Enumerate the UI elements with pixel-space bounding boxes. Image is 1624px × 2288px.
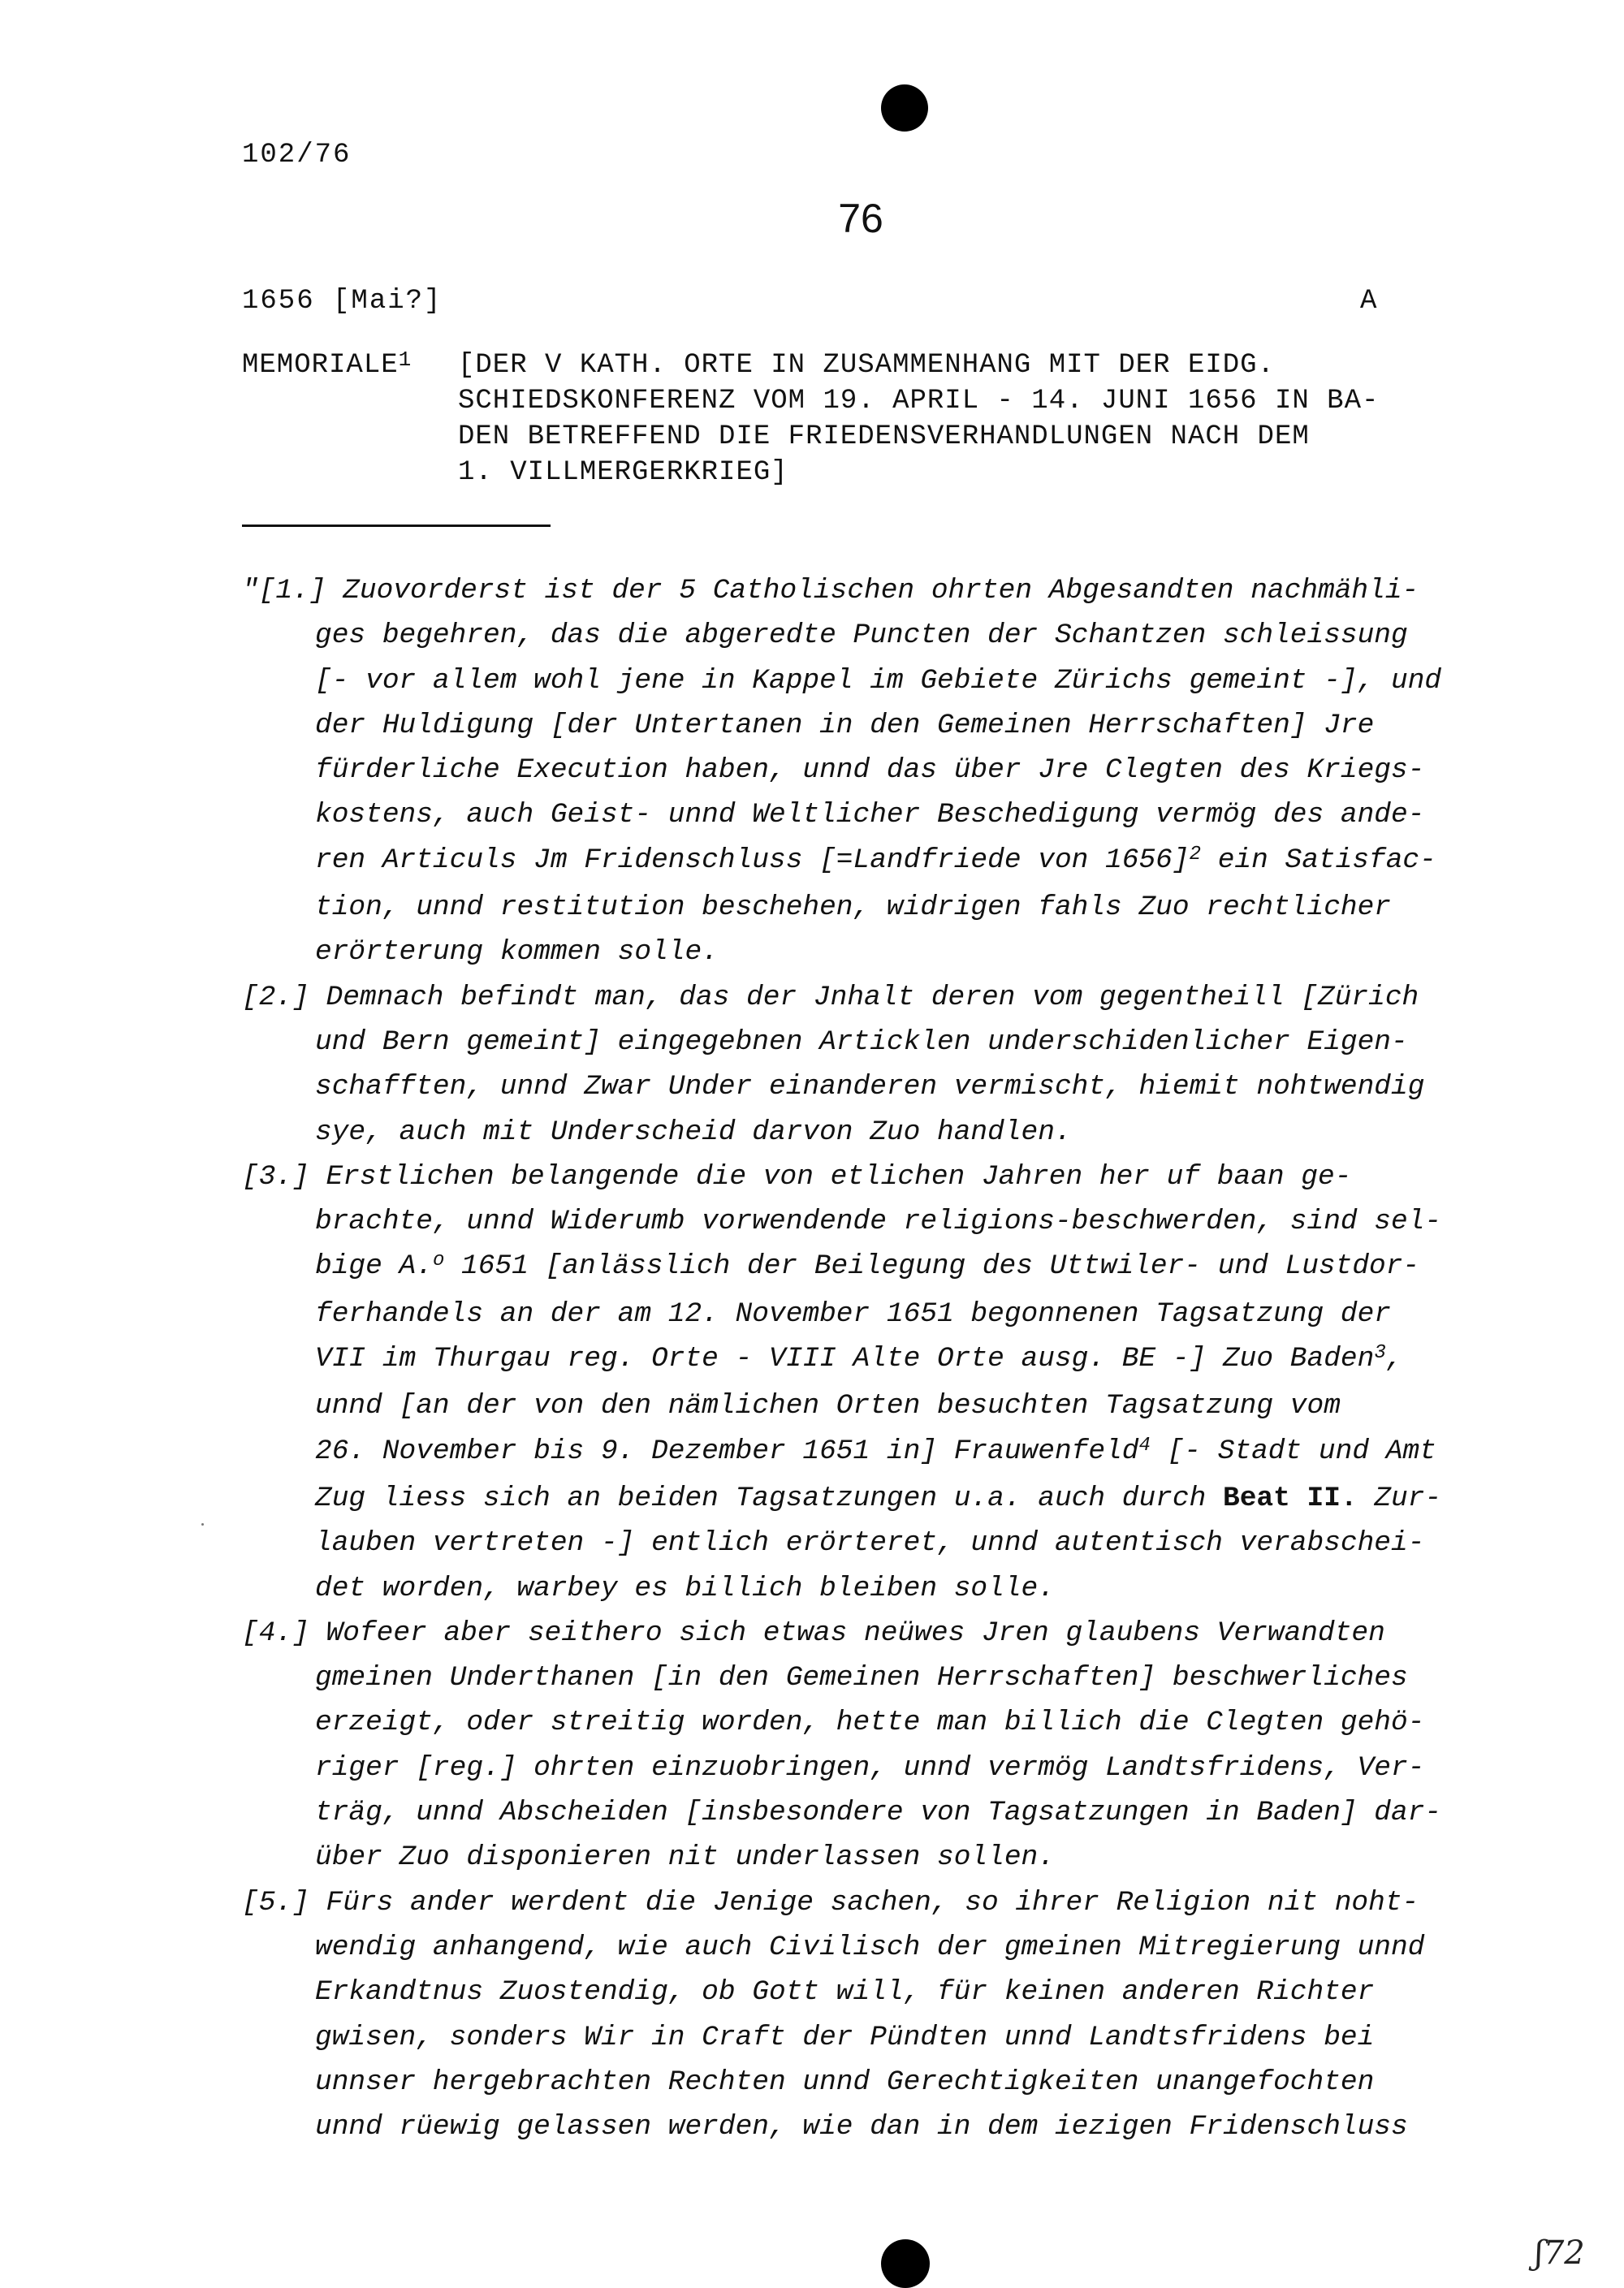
text-line: unnd [an der von den nämlichen Orten besuchten Tagsatzung vom	[315, 1390, 1341, 1422]
document-number: 76	[838, 196, 883, 241]
text-line: bige A.$^o$ 1651 [anlässlich der Beilegung des Uttwiler- und Lustdor-	[315, 1250, 1420, 1283]
text-line: [4.] Wofeer aber seithero sich etwas neüwes Jren glaubens Verwandten	[242, 1617, 1385, 1649]
text-line: erzeigt, oder streitig worden, hette man billich die Clegten gehö-	[315, 1707, 1425, 1739]
bold-name: Beat II.	[1222, 1482, 1358, 1514]
heading-line: 1. VILLMERGERKRIEG]	[458, 457, 788, 488]
text-line: der Huldigung [der Untertanen in den Gemeinen Herrschaften] Jre	[315, 709, 1375, 741]
text-line: kostens, auch Geist- unnd Weltlicher Beschedigung vermög des ande-	[315, 799, 1425, 831]
scan-speck	[201, 1523, 204, 1526]
text-line: unnd rüewig gelassen werden, wie dan in dem iezigen Fridenschluss	[315, 2111, 1408, 2143]
paragraph-3	[242, 1155, 1492, 1611]
text-line: [3.] Erstlichen belangende die von etlichen Jahren her uf baan ge-	[242, 1160, 1352, 1193]
text-line: tion, unnd restitution beschehen, widrigen fahls Zuo rechtlicher	[315, 891, 1392, 924]
text-line: erörterung kommen solle.	[315, 936, 719, 969]
text-line: schafften, unnd Zwar Under einanderen vermischt, hiemit nohtwendig	[315, 1071, 1425, 1103]
document-date: 1656 [Mai?]	[242, 286, 443, 317]
text-line: [2.] Demnach befindt man, das der Jnhalt deren vom gegentheill [Zürich	[242, 981, 1419, 1013]
text-line: 26. November bis 9. Dezember 1651 in] Frauwenfeld$^4$ [- Stadt und Amt	[315, 1434, 1436, 1467]
paragraph-2	[242, 975, 1492, 1155]
text-line: riger [reg.] ohrten einzuobringen, unnd vermög Landtsfridens, Ver-	[315, 1751, 1425, 1784]
heading-line: [DER V KATH. ORTE IN ZUSAMMENHANG MIT DER EIDG.	[458, 350, 1275, 381]
heading-text	[458, 348, 1481, 490]
footnote-marker: 1	[398, 348, 412, 372]
footnote-marker: 4	[1138, 1434, 1151, 1457]
text-line: ges begehren, das die abgeredte Puncten der Schantzen schleissung	[315, 619, 1408, 652]
document-type-code: A	[1360, 286, 1377, 317]
text-line: brachte, unnd Widerumb vorwendende religions-beschwerden, sind sel-	[315, 1206, 1442, 1238]
handwritten-page-mark: ʃ72	[1535, 2234, 1585, 2272]
text-line: unnser hergebrachten Rechten unnd Gerechtigkeiten unangefochten	[315, 2066, 1375, 2098]
text-line: Zug liess sich an beiden Tagsatzungen u.a. auch durch Beat II. Zur-	[315, 1482, 1442, 1514]
text-line: wendig anhangend, wie auch Civilisch der gmeinen Mitregierung unnd	[315, 1931, 1425, 1963]
text-line: und Bern gemeint] eingegebnen Articklen underschidenlicher Eigen-	[315, 1025, 1408, 1058]
text-line: über Zuo disponieren nit underlassen sollen.	[315, 1841, 1055, 1874]
heading-line: DEN BETREFFEND DIE FRIEDENSVERHANDLUNGEN NACH DEM	[458, 421, 1310, 452]
punch-hole-bottom	[881, 2239, 930, 2288]
document-body	[242, 568, 1492, 2149]
punch-hole-top	[881, 84, 928, 132]
text-line: [- vor allem wohl jene in Kappel im Gebiete Zürichs gemeint -], und	[315, 664, 1442, 697]
paragraph-4	[242, 1611, 1492, 1880]
heading-divider	[242, 525, 551, 527]
text-line: [5.] Fürs ander werdent die Jenige sachen, so ihrer Religion nit noht-	[242, 1886, 1419, 1919]
text-line: VII im Thurgau reg. Orte - VIII Alte Orte ausg. BE -] Zuo Baden$^3$,	[315, 1342, 1403, 1375]
text-line: sye, auch mit Underscheid darvon Zuo handlen.	[315, 1116, 1072, 1148]
text-line: det worden, warbey es billich bleiben solle.	[315, 1572, 1055, 1604]
heading-line: SCHIEDSKONFERENZ VOM 19. APRIL - 14. JUNI 1656 IN BA-	[458, 386, 1380, 417]
superscript-marker: o	[432, 1250, 445, 1272]
footnote-marker: 3	[1374, 1342, 1386, 1365]
text-line: ferhandels an der am 12. November 1651 begonnenen Tagsatzung der	[315, 1297, 1392, 1330]
paragraph-5	[242, 1880, 1492, 2150]
text-line: ren Articuls Jm Fridenschluss [=Landfriede von 1656]$^2$ ein Satisfac-	[315, 843, 1436, 876]
footnote-marker: 2	[1189, 843, 1201, 866]
text-line: lauben vertreten -] entlich erörteret, unnd autentisch verabschei-	[315, 1527, 1425, 1560]
text-line: "[1.] Zuovorderst ist der 5 Catholischen ohrten Abgesandten nachmähli-	[242, 575, 1419, 607]
text-line: Erkandtnus Zuostendig, ob Gott will, für keinen anderen Richter	[315, 1976, 1375, 2009]
text-line: träg, unnd Abscheiden [insbesondere von Tagsatzungen in Baden] dar-	[315, 1797, 1442, 1829]
text-line: gmeinen Underthanen [in den Gemeinen Herrschaften] beschwerliches	[315, 1662, 1408, 1694]
text-line: fürderliche Execution haben, unnd das über Jre Clegten des Kriegs-	[315, 754, 1425, 787]
heading-label: MEMORIALE$^1$	[242, 348, 412, 381]
reference-number: 102/76	[242, 140, 352, 171]
text-line: gwisen, sonders Wir in Craft der Pündten unnd Landtsfridens bei	[315, 2021, 1375, 2053]
paragraph-1	[242, 568, 1492, 975]
